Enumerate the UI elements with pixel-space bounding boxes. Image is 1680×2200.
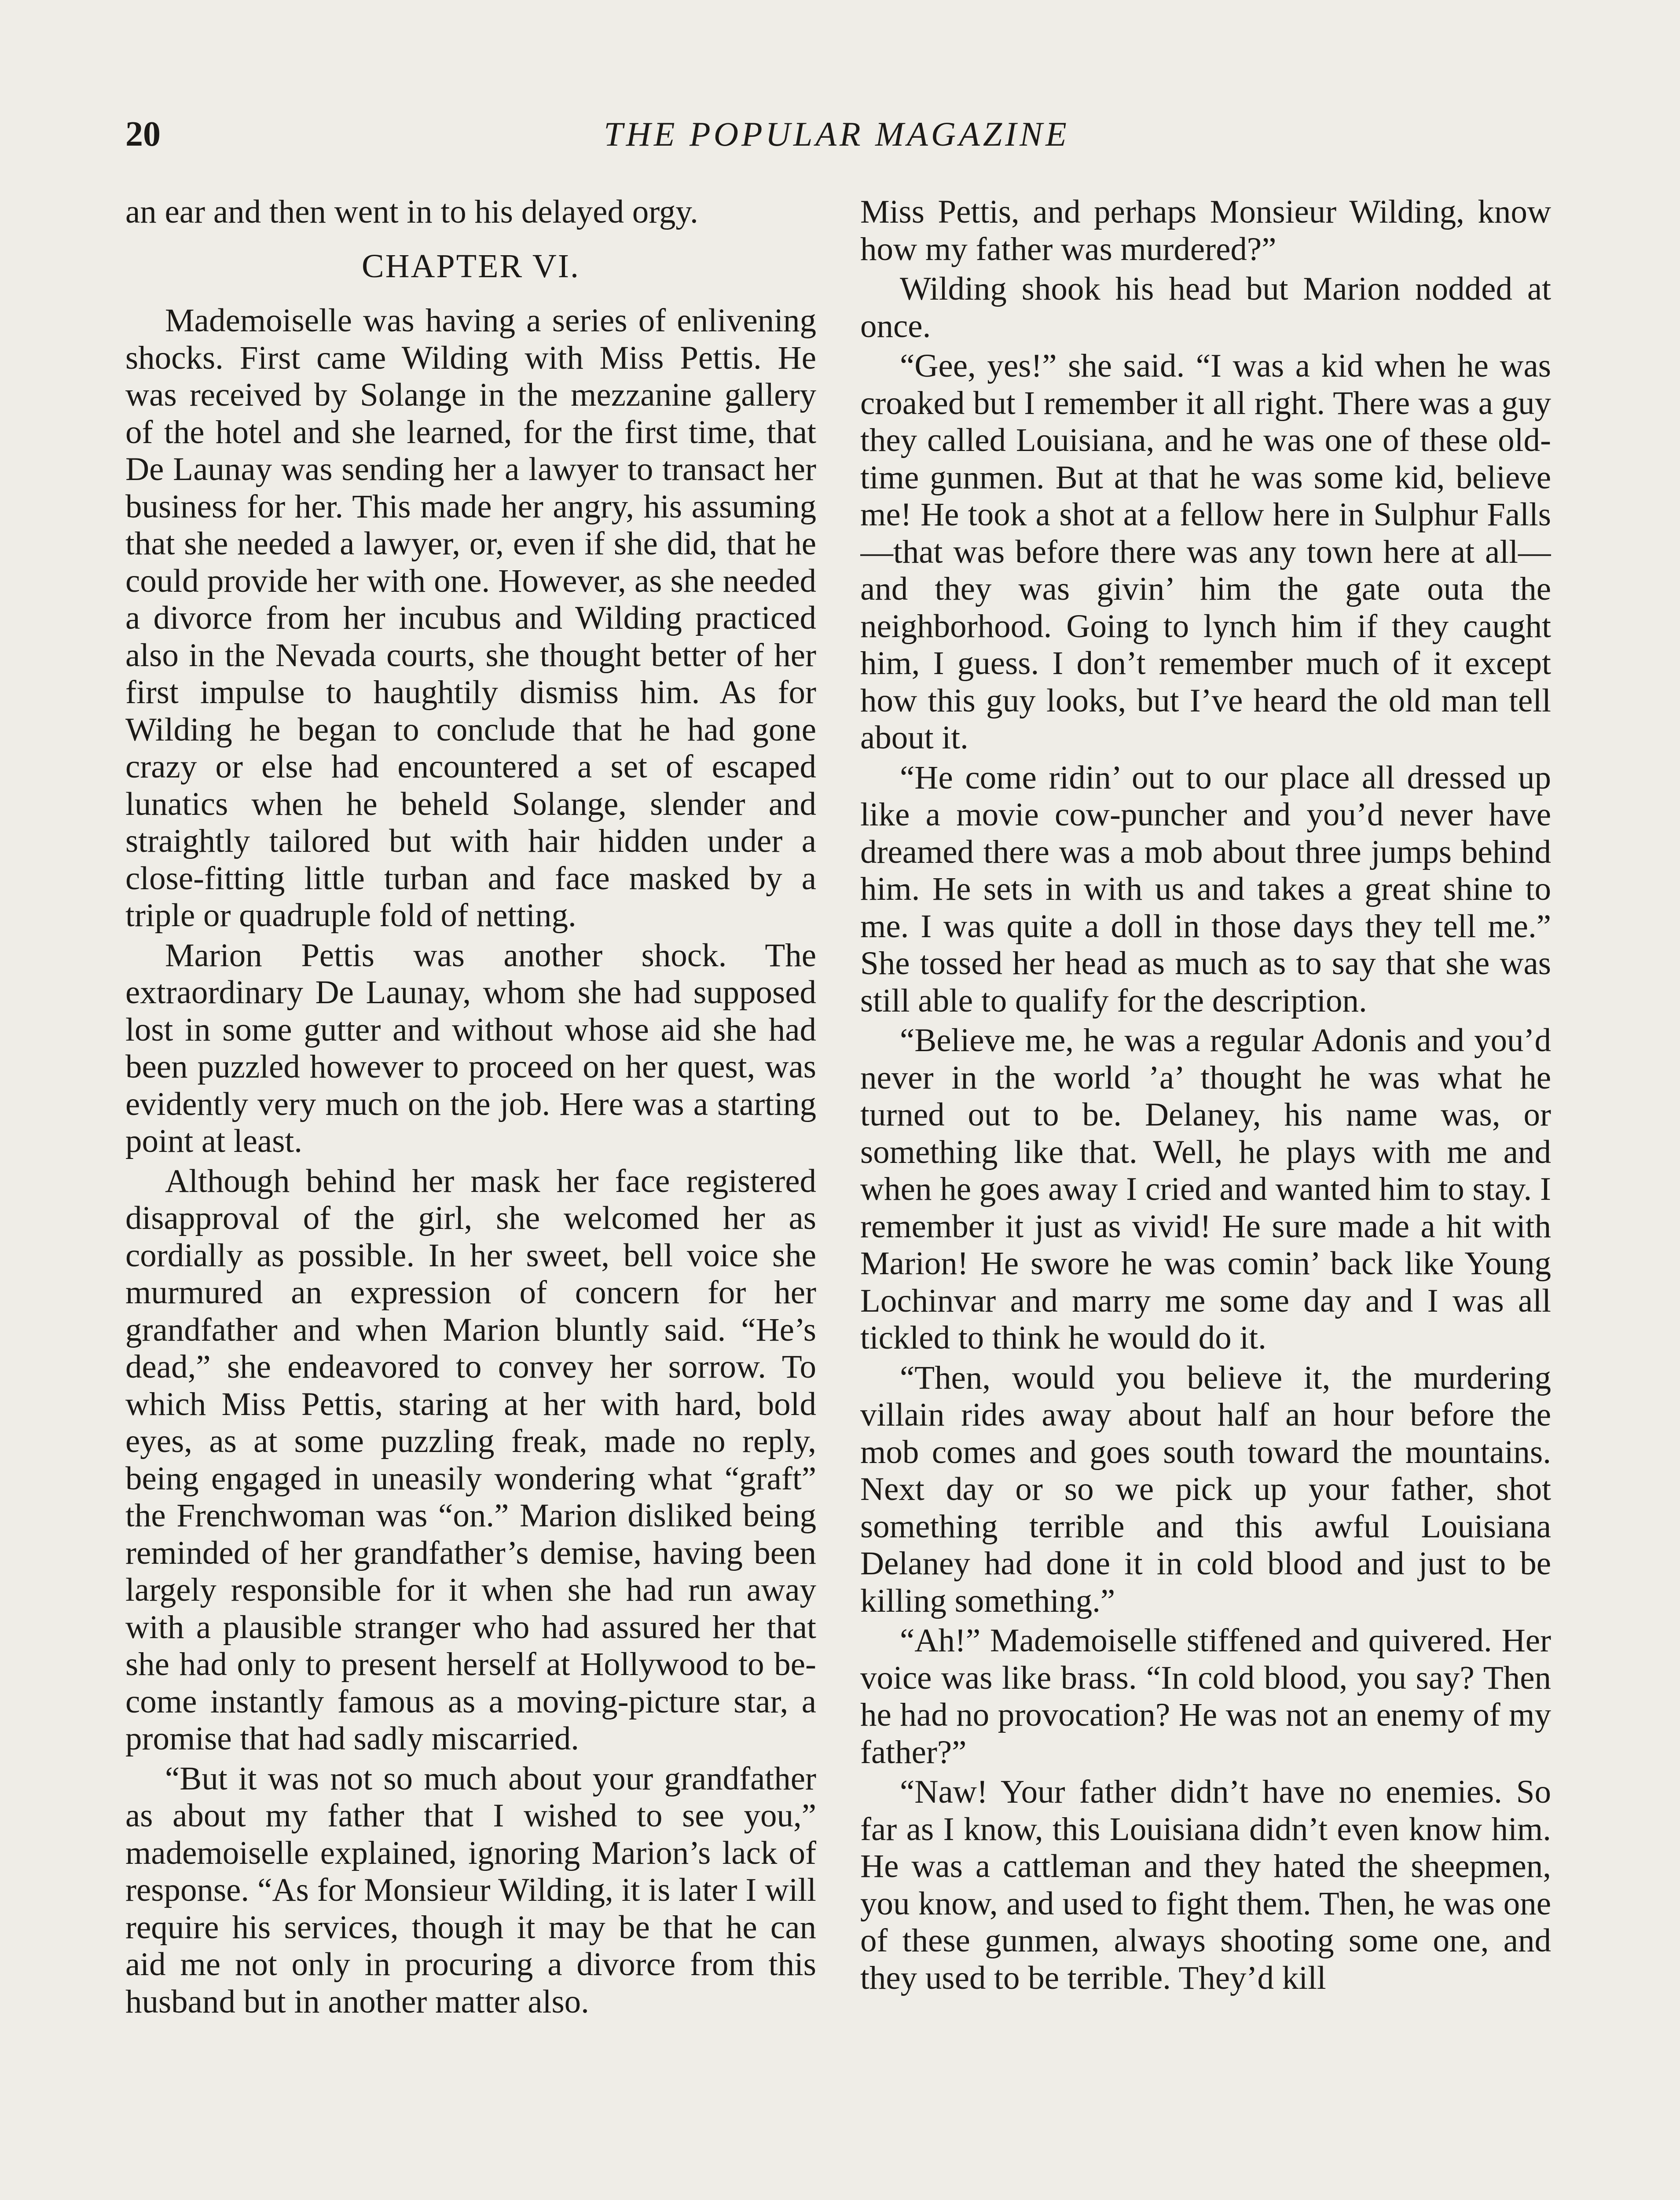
running-head: THE POPULAR MAGAZINE [604,115,1070,153]
page-number: 20 [125,115,161,154]
paragraph: “But it was not so much about your grandfather as about my father that I wished to see you,” mademoiselle explained, ignoring Marion’s lack of response. “As for Monsieur Wilding, it is later I will require his services, though it may be that he can aid me not only in procuring a divorce from this husband but in another matter also. [125,1760,816,2020]
paragraph: “Then, would you believe it, the murdering villain rides away about half an hour before the mob comes and goes south toward the mountains. Next day or so we pick up your father, shot something terrible and this awful Louisiana Delaney had done it in cold blood and just to be killing something.” [860,1359,1551,1619]
paragraph: “He come ridin’ out to our place all dressed up like a movie cow-puncher and you’d never have dreamed there was a mob about three jumps behind him. He sets in with us and takes a great shine to me. I was quite a doll in those days they tell me.” She tossed her head as much as to say that she was still able to qualify for the description. [860,759,1551,1019]
continuation-text: Miss Pettis, and perhaps Monsieur Wilding, know how my father was murdered?” [860,194,1551,268]
paragraph: Wilding shook his head but Marion nodded at once. [860,271,1551,345]
left-column [125,194,816,2200]
paragraph: Marion Pettis was another shock. The extraordinary De Launay, whom she had supposed lost in some gutter and without whose aid she had been puzzled however to proceed on her quest, was evidently very much on the job. Here was a starting point at least. [125,937,816,1159]
paragraph: “Believe me, he was a regular Adonis and you’d never in the world ’a’ thought he was what he turned out to be. Delaney, his name was, or something like that. Well, he plays with me and when he goes away I cried and wanted him to stay. I remember it just as vivid! He sure made a hit with Marion! He swore he was comin’ back like Young Lochinvar and marry me some day and I was all tickled to think he would do it. [860,1022,1551,1356]
paragraph: Although behind her mask her face registered disapproval of the girl, she welcomed her as cordially as possible. In her sweet, bell voice she murmured an expression of concern for her grandfather and when Marion bluntly said. “He’s dead,” she endeavored to convey her sorrow. To which Miss Pettis, staring at her with hard, bold eyes, as at some puzzling freak, made no reply, being engaged in uneasily wondering what “graft” the Frenchwoman was “on.” Marion disliked being reminded of her grandfather’s demise, having been largely responsible for it when she had run away with a plausible stranger who had assured her that she had only to present herself at Hollywood to become instantly famous as a moving-picture star, a promise that had sadly miscarried. [125,1162,816,1757]
continuation-text: an ear and then went in to his delayed orgy. [125,194,698,230]
paragraph: Mademoiselle was having a series of enlivening shocks. First came Wilding with Miss Pettis. He was received by Solange in the mezzanine gallery of the hotel and she learned, for the first time, that De Launay was sending her a lawyer to transact her business for her. This made her angry, his assuming that she needed a lawyer, or, even if she did, that he could provide her with one. However, as she needed a divorce from her incubus and Wilding practiced also in the Nevada courts, she thought better of her first impulse to haughtily dismiss him. As for Wilding he began to conclude that he had gone crazy or else had encountered a set of escaped lunatics when he beheld Solange, slender and straightly tailored but with hair hidden under a close-fitting little turban and face masked by a triple or quadruple fold of netting. [125,302,816,934]
paragraph: “Naw! Your father didn’t have no enemies. So far as I know, this Louisiana didn’t even know him. He was a cattleman and they hated the sheepmen, you know, and used to fight them. Then, he was one of these gunmen, always shooting some one, and they used to be terrible. They’d kill [860,1774,1551,1996]
paragraph: “Gee, yes!” she said. “I was a kid when he was croaked but I remember it all right. There was a guy they called Louisiana, and he was one of these old-time gunmen. But at that he was some kid, believe me! He took a shot at a fellow here in Sulphur Falls —that was before there was any town here at all—and they was givin’ him the gate outa the neighborhood. Going to lynch him if they caught him, I guess. I don’t remember much of it except how this guy looks, but I’ve heard the old man tell about it. [860,348,1551,756]
page-header [125,110,1548,172]
paragraph: “Ah!” Mademoiselle stiffened and quivered. Her voice was like brass. “In cold blood, you say? Then he had no provocation? He was not an enemy of my father?” [860,1622,1551,1771]
right-column [860,194,1551,2200]
chapter-heading: CHAPTER VI. [361,247,580,285]
